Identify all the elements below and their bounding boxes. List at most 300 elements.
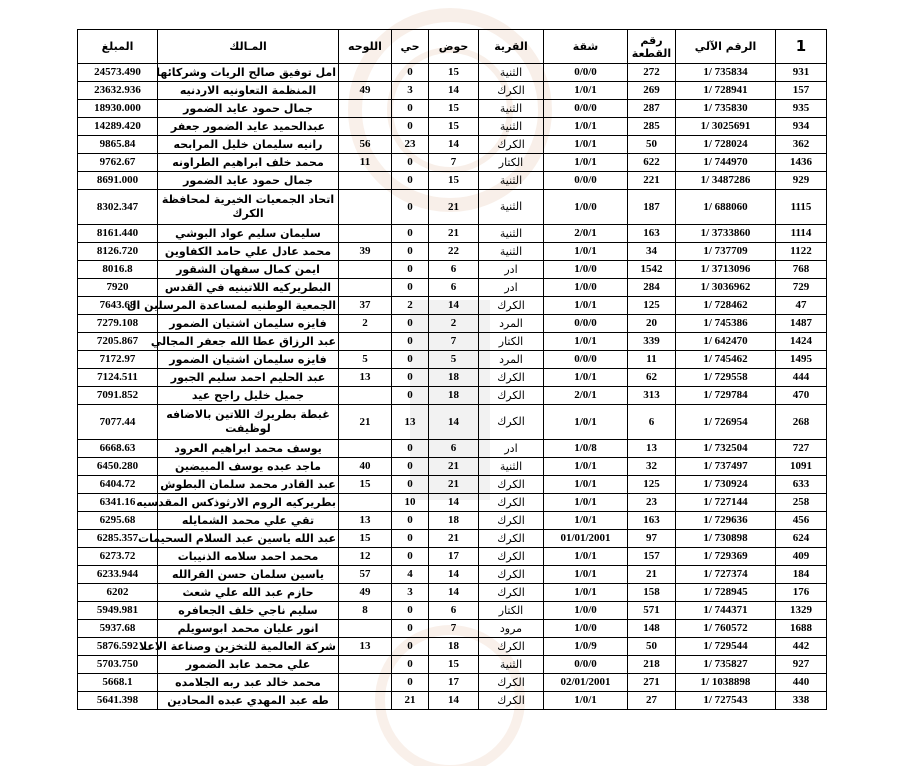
serial-cell: 268: [776, 405, 827, 440]
col-basin-header: حوض: [429, 30, 479, 64]
owner-cell: المنظمة التعاونيه الاردنيه: [158, 82, 339, 100]
district-cell: 10: [392, 494, 429, 512]
village-cell: الكرك: [479, 638, 544, 656]
parcel-number-cell: 11: [628, 351, 676, 369]
district-cell: 0: [392, 279, 429, 297]
owner-cell: سليمان سليم عواد البوشي: [158, 225, 339, 243]
basin-cell: 7: [429, 620, 479, 638]
amount-cell: 7920: [78, 279, 158, 297]
basin-cell: 6: [429, 602, 479, 620]
amount-cell: 5876.592: [78, 638, 158, 656]
table-row: [78, 118, 827, 136]
parcel-number-cell: 622: [628, 154, 676, 172]
serial-cell: 1688: [776, 620, 827, 638]
table-row: [78, 566, 827, 584]
owner-cell: غبطة بطريرك اللاتين بالاضافه لوظيفت: [158, 405, 339, 440]
apartment-cell: 02/01/2001: [544, 674, 628, 692]
apartment-cell: 1/0/0: [544, 190, 628, 225]
parcel-number-cell: 23: [628, 494, 676, 512]
village-cell: الثنية: [479, 64, 544, 82]
district-cell: 0: [392, 530, 429, 548]
col-auto-number-header: الرقم الآلي: [676, 30, 776, 64]
plate-cell: 11: [339, 154, 392, 172]
auto-number-cell: 744371 /1: [676, 602, 776, 620]
plate-cell: 49: [339, 584, 392, 602]
owner-cell: فايزه سليمان اشتيان الضمور: [158, 315, 339, 333]
plate-cell: 13: [339, 512, 392, 530]
owner-cell: اتحاد الجمعيات الخيرية لمحافظة الكرك: [158, 190, 339, 225]
serial-cell: 729: [776, 279, 827, 297]
land-records-table: [77, 29, 827, 710]
basin-cell: 7: [429, 154, 479, 172]
plate-cell: 15: [339, 476, 392, 494]
auto-number-cell: 735830 /1: [676, 100, 776, 118]
parcel-number-cell: 125: [628, 297, 676, 315]
apartment-cell: 1/0/1: [544, 476, 628, 494]
auto-number-cell: 642470 /1: [676, 333, 776, 351]
plate-cell: [339, 440, 392, 458]
apartment-cell: 01/01/2001: [544, 530, 628, 548]
plate-cell: [339, 333, 392, 351]
serial-cell: 931: [776, 64, 827, 82]
district-cell: 0: [392, 602, 429, 620]
col-owner-header: المـالك: [158, 30, 339, 64]
amount-cell: 6668.63: [78, 440, 158, 458]
village-cell: الكرك: [479, 369, 544, 387]
apartment-cell: 1/0/1: [544, 458, 628, 476]
district-cell: 0: [392, 674, 429, 692]
amount-cell: 7124.511: [78, 369, 158, 387]
table-row: [78, 172, 827, 190]
plate-cell: 57: [339, 566, 392, 584]
owner-cell: فايزه سليمان اشتيان الضمور: [158, 351, 339, 369]
table-row: [78, 548, 827, 566]
parcel-number-cell: 221: [628, 172, 676, 190]
village-cell: ادر: [479, 440, 544, 458]
basin-cell: 22: [429, 243, 479, 261]
plate-cell: 13: [339, 369, 392, 387]
village-cell: الكتار: [479, 602, 544, 620]
apartment-cell: 1/0/1: [544, 494, 628, 512]
table-row: [78, 440, 827, 458]
serial-cell: 935: [776, 100, 827, 118]
amount-cell: 7205.867: [78, 333, 158, 351]
auto-number-cell: 3733860 /1: [676, 225, 776, 243]
basin-cell: 5: [429, 351, 479, 369]
village-cell: الثنية: [479, 118, 544, 136]
owner-cell: انور عليان محمد ابوسويلم: [158, 620, 339, 638]
basin-cell: 21: [429, 190, 479, 225]
apartment-cell: 1/0/1: [544, 548, 628, 566]
district-cell: 21: [392, 692, 429, 710]
col-parcel-number-header: رقم القطعة: [628, 30, 676, 64]
district-cell: 0: [392, 172, 429, 190]
village-cell: المرد: [479, 315, 544, 333]
district-cell: 2: [392, 297, 429, 315]
owner-cell: ماجد عبده يوسف المبيضين: [158, 458, 339, 476]
owner-cell: جميل خليل راجح عيد: [158, 387, 339, 405]
amount-cell: 9762.67: [78, 154, 158, 172]
basin-cell: 15: [429, 100, 479, 118]
plate-cell: 5: [339, 351, 392, 369]
basin-cell: 14: [429, 566, 479, 584]
table-row: [78, 154, 827, 172]
amount-cell: 9865.84: [78, 136, 158, 154]
auto-number-cell: 3487286 /1: [676, 172, 776, 190]
auto-number-cell: 728945 /1: [676, 584, 776, 602]
amount-cell: 8161.440: [78, 225, 158, 243]
village-cell: الثنية: [479, 243, 544, 261]
plate-cell: 2: [339, 315, 392, 333]
basin-cell: 18: [429, 512, 479, 530]
parcel-number-cell: 62: [628, 369, 676, 387]
apartment-cell: 1/0/1: [544, 154, 628, 172]
basin-cell: 21: [429, 476, 479, 494]
plate-cell: 13: [339, 638, 392, 656]
serial-cell: 1122: [776, 243, 827, 261]
plate-cell: [339, 190, 392, 225]
village-cell: الكرك: [479, 566, 544, 584]
owner-cell: ياسين سلمان حسن القرالله: [158, 566, 339, 584]
parcel-number-cell: 187: [628, 190, 676, 225]
amount-cell: 7172.97: [78, 351, 158, 369]
owner-cell: محمد عادل علي حامد الكفاوين: [158, 243, 339, 261]
district-cell: 0: [392, 458, 429, 476]
serial-cell: 47: [776, 297, 827, 315]
parcel-number-cell: 50: [628, 136, 676, 154]
auto-number-cell: 729558 /1: [676, 369, 776, 387]
district-cell: 0: [392, 100, 429, 118]
auto-number-cell: 729369 /1: [676, 548, 776, 566]
auto-number-cell: 729544 /1: [676, 638, 776, 656]
auto-number-cell: 3025691 /1: [676, 118, 776, 136]
village-cell: المرد: [479, 351, 544, 369]
parcel-number-cell: 163: [628, 225, 676, 243]
owner-cell: محمد احمد سلامه الذنيبات: [158, 548, 339, 566]
table-row: [78, 656, 827, 674]
village-cell: الكتار: [479, 154, 544, 172]
owner-cell: جمال حمود عايد الضمور: [158, 100, 339, 118]
basin-cell: 14: [429, 584, 479, 602]
table-row: [78, 494, 827, 512]
owner-cell: يوسف محمد ابراهيم العرود: [158, 440, 339, 458]
auto-number-cell: 727144 /1: [676, 494, 776, 512]
parcel-number-cell: 339: [628, 333, 676, 351]
serial-cell: 1329: [776, 602, 827, 620]
plate-cell: 49: [339, 82, 392, 100]
table-header-row: [78, 30, 827, 64]
apartment-cell: 1/0/9: [544, 638, 628, 656]
parcel-number-cell: 284: [628, 279, 676, 297]
apartment-cell: 0/0/0: [544, 100, 628, 118]
table-row: [78, 333, 827, 351]
auto-number-cell: 730898 /1: [676, 530, 776, 548]
district-cell: 23: [392, 136, 429, 154]
col-serial-header: 1: [776, 30, 827, 64]
apartment-cell: 0/0/0: [544, 656, 628, 674]
parcel-number-cell: 27: [628, 692, 676, 710]
auto-number-cell: 3713096 /1: [676, 261, 776, 279]
apartment-cell: 1/0/0: [544, 620, 628, 638]
village-cell: الكرك: [479, 82, 544, 100]
owner-cell: علي محمد عابد الضمور: [158, 656, 339, 674]
apartment-cell: 1/0/1: [544, 136, 628, 154]
parcel-number-cell: 21: [628, 566, 676, 584]
serial-cell: 1424: [776, 333, 827, 351]
owner-cell: الجمعية الوطنيه لمساعدة المرسلين ال: [158, 297, 339, 315]
village-cell: الثنية: [479, 100, 544, 118]
basin-cell: 14: [429, 136, 479, 154]
table-row: [78, 82, 827, 100]
apartment-cell: 1/0/1: [544, 297, 628, 315]
amount-cell: 7643.68: [78, 297, 158, 315]
basin-cell: 21: [429, 225, 479, 243]
amount-cell: 5641.398: [78, 692, 158, 710]
parcel-number-cell: 313: [628, 387, 676, 405]
auto-number-cell: 729636 /1: [676, 512, 776, 530]
col-village-header: القرية: [479, 30, 544, 64]
owner-cell: عبد الحليم احمد سليم الجبور: [158, 369, 339, 387]
district-cell: 0: [392, 548, 429, 566]
amount-cell: 7279.108: [78, 315, 158, 333]
village-cell: الكتار: [479, 333, 544, 351]
plate-cell: 39: [339, 243, 392, 261]
serial-cell: 727: [776, 440, 827, 458]
amount-cell: 5703.750: [78, 656, 158, 674]
plate-cell: [339, 279, 392, 297]
parcel-number-cell: 6: [628, 405, 676, 440]
amount-cell: 24573.490: [78, 64, 158, 82]
basin-cell: 15: [429, 118, 479, 136]
serial-cell: 633: [776, 476, 827, 494]
col-amount-header: المبلغ: [78, 30, 158, 64]
basin-cell: 21: [429, 458, 479, 476]
village-cell: الثنية: [479, 225, 544, 243]
table-row: [78, 405, 827, 440]
table-row: [78, 602, 827, 620]
owner-cell: سليم ناجي خلف الجعافره: [158, 602, 339, 620]
table-row: [78, 638, 827, 656]
district-cell: 0: [392, 440, 429, 458]
serial-cell: 1114: [776, 225, 827, 243]
amount-cell: 5937.68: [78, 620, 158, 638]
amount-cell: 8126.720: [78, 243, 158, 261]
village-cell: الكرك: [479, 476, 544, 494]
apartment-cell: 0/0/0: [544, 64, 628, 82]
basin-cell: 6: [429, 440, 479, 458]
auto-number-cell: 760572 /1: [676, 620, 776, 638]
apartment-cell: 2/0/1: [544, 387, 628, 405]
plate-cell: 21: [339, 405, 392, 440]
table-row: [78, 530, 827, 548]
auto-number-cell: 688060 /1: [676, 190, 776, 225]
village-cell: الثنية: [479, 172, 544, 190]
table-row: [78, 297, 827, 315]
plate-cell: 56: [339, 136, 392, 154]
basin-cell: 15: [429, 64, 479, 82]
parcel-number-cell: 50: [628, 638, 676, 656]
land-table-sheet: [77, 29, 826, 710]
apartment-cell: 1/0/1: [544, 333, 628, 351]
owner-cell: محمد خالد عبد ربه الجلامده: [158, 674, 339, 692]
parcel-number-cell: 571: [628, 602, 676, 620]
apartment-cell: 1/0/0: [544, 261, 628, 279]
district-cell: 0: [392, 476, 429, 494]
basin-cell: 14: [429, 405, 479, 440]
amount-cell: 18930.000: [78, 100, 158, 118]
plate-cell: 15: [339, 530, 392, 548]
apartment-cell: 0/0/0: [544, 315, 628, 333]
basin-cell: 17: [429, 674, 479, 692]
district-cell: 13: [392, 405, 429, 440]
apartment-cell: 1/0/1: [544, 118, 628, 136]
plate-cell: 12: [339, 548, 392, 566]
auto-number-cell: 744970 /1: [676, 154, 776, 172]
serial-cell: 1436: [776, 154, 827, 172]
parcel-number-cell: 271: [628, 674, 676, 692]
district-cell: 0: [392, 154, 429, 172]
amount-cell: 7091.852: [78, 387, 158, 405]
parcel-number-cell: 32: [628, 458, 676, 476]
owner-cell: بطريركيه الروم الارثوذكس المقدسيه: [158, 494, 339, 512]
parcel-number-cell: 287: [628, 100, 676, 118]
owner-cell: عبد الرزاق عطا الله جعفر المجالي: [158, 333, 339, 351]
owner-cell: عبدالحميد عايد الضمور جعفر: [158, 118, 339, 136]
owner-cell: حازم عبد الله علي شعث: [158, 584, 339, 602]
serial-cell: 929: [776, 172, 827, 190]
table-row: [78, 692, 827, 710]
owner-cell: عبد القادر محمد سلمان البطوش: [158, 476, 339, 494]
serial-cell: 1495: [776, 351, 827, 369]
table-row: [78, 512, 827, 530]
amount-cell: 6285.357: [78, 530, 158, 548]
serial-cell: 1487: [776, 315, 827, 333]
apartment-cell: 1/0/0: [544, 279, 628, 297]
apartment-cell: 1/0/0: [544, 602, 628, 620]
owner-cell: جمال حمود عايد الضمور: [158, 172, 339, 190]
serial-cell: 768: [776, 261, 827, 279]
serial-cell: 624: [776, 530, 827, 548]
parcel-number-cell: 285: [628, 118, 676, 136]
owner-cell: البطريركيه اللاتينيه في القدس: [158, 279, 339, 297]
amount-cell: 23632.936: [78, 82, 158, 100]
plate-cell: [339, 692, 392, 710]
amount-cell: 14289.420: [78, 118, 158, 136]
plate-cell: 37: [339, 297, 392, 315]
serial-cell: 157: [776, 82, 827, 100]
parcel-number-cell: 34: [628, 243, 676, 261]
amount-cell: 6295.68: [78, 512, 158, 530]
table-row: [78, 674, 827, 692]
district-cell: 0: [392, 315, 429, 333]
district-cell: 0: [392, 118, 429, 136]
district-cell: 3: [392, 82, 429, 100]
basin-cell: 14: [429, 692, 479, 710]
table-body: [78, 64, 827, 710]
plate-cell: [339, 172, 392, 190]
village-cell: الكرك: [479, 494, 544, 512]
village-cell: ادر: [479, 261, 544, 279]
owner-cell: تقي علي محمد الشمايله: [158, 512, 339, 530]
serial-cell: 184: [776, 566, 827, 584]
auto-number-cell: 737709 /1: [676, 243, 776, 261]
auto-number-cell: 735834 /1: [676, 64, 776, 82]
serial-cell: 338: [776, 692, 827, 710]
table-row: [78, 136, 827, 154]
serial-cell: 1115: [776, 190, 827, 225]
serial-cell: 927: [776, 656, 827, 674]
table-row: [78, 100, 827, 118]
auto-number-cell: 3036962 /1: [676, 279, 776, 297]
basin-cell: 18: [429, 387, 479, 405]
plate-cell: [339, 225, 392, 243]
table-row: [78, 64, 827, 82]
apartment-cell: 1/0/1: [544, 243, 628, 261]
plate-cell: 8: [339, 602, 392, 620]
auto-number-cell: 726954 /1: [676, 405, 776, 440]
serial-cell: 456: [776, 512, 827, 530]
auto-number-cell: 729784 /1: [676, 387, 776, 405]
amount-cell: 5949.981: [78, 602, 158, 620]
village-cell: الكرك: [479, 136, 544, 154]
village-cell: الثنية: [479, 656, 544, 674]
serial-cell: 470: [776, 387, 827, 405]
table-row: [78, 279, 827, 297]
amount-cell: 7077.44: [78, 405, 158, 440]
basin-cell: 14: [429, 82, 479, 100]
district-cell: 0: [392, 351, 429, 369]
apartment-cell: 1/0/8: [544, 440, 628, 458]
amount-cell: 8016.8: [78, 261, 158, 279]
owner-cell: محمد خلف ابراهيم الطراونه: [158, 154, 339, 172]
village-cell: الكرك: [479, 405, 544, 440]
owner-cell: طه عبد المهدي عبده المحادين: [158, 692, 339, 710]
auto-number-cell: 728941 /1: [676, 82, 776, 100]
district-cell: 0: [392, 333, 429, 351]
plate-cell: [339, 261, 392, 279]
district-cell: 0: [392, 243, 429, 261]
village-cell: ادر: [479, 279, 544, 297]
owner-cell: ايمن كمال سفهان الشقور: [158, 261, 339, 279]
owner-cell: عبد الله ياسين عبد السلام السحيمات: [158, 530, 339, 548]
village-cell: الكرك: [479, 297, 544, 315]
auto-number-cell: 728024 /1: [676, 136, 776, 154]
owner-cell: شركة العالمية للتخزين وصناعة الاعلا: [158, 638, 339, 656]
parcel-number-cell: 125: [628, 476, 676, 494]
table-row: [78, 351, 827, 369]
district-cell: 0: [392, 225, 429, 243]
amount-cell: 6404.72: [78, 476, 158, 494]
parcel-number-cell: 269: [628, 82, 676, 100]
table-row: [78, 476, 827, 494]
basin-cell: 14: [429, 494, 479, 512]
auto-number-cell: 745462 /1: [676, 351, 776, 369]
col-district-header: حي: [392, 30, 429, 64]
auto-number-cell: 730924 /1: [676, 476, 776, 494]
table-row: [78, 369, 827, 387]
plate-cell: [339, 118, 392, 136]
apartment-cell: 0/0/0: [544, 351, 628, 369]
village-cell: الكرك: [479, 548, 544, 566]
auto-number-cell: 728462 /1: [676, 297, 776, 315]
col-apartment-header: شقة: [544, 30, 628, 64]
serial-cell: 176: [776, 584, 827, 602]
table-row: [78, 315, 827, 333]
district-cell: 0: [392, 638, 429, 656]
plate-cell: 40: [339, 458, 392, 476]
amount-cell: 6273.72: [78, 548, 158, 566]
basin-cell: 17: [429, 548, 479, 566]
